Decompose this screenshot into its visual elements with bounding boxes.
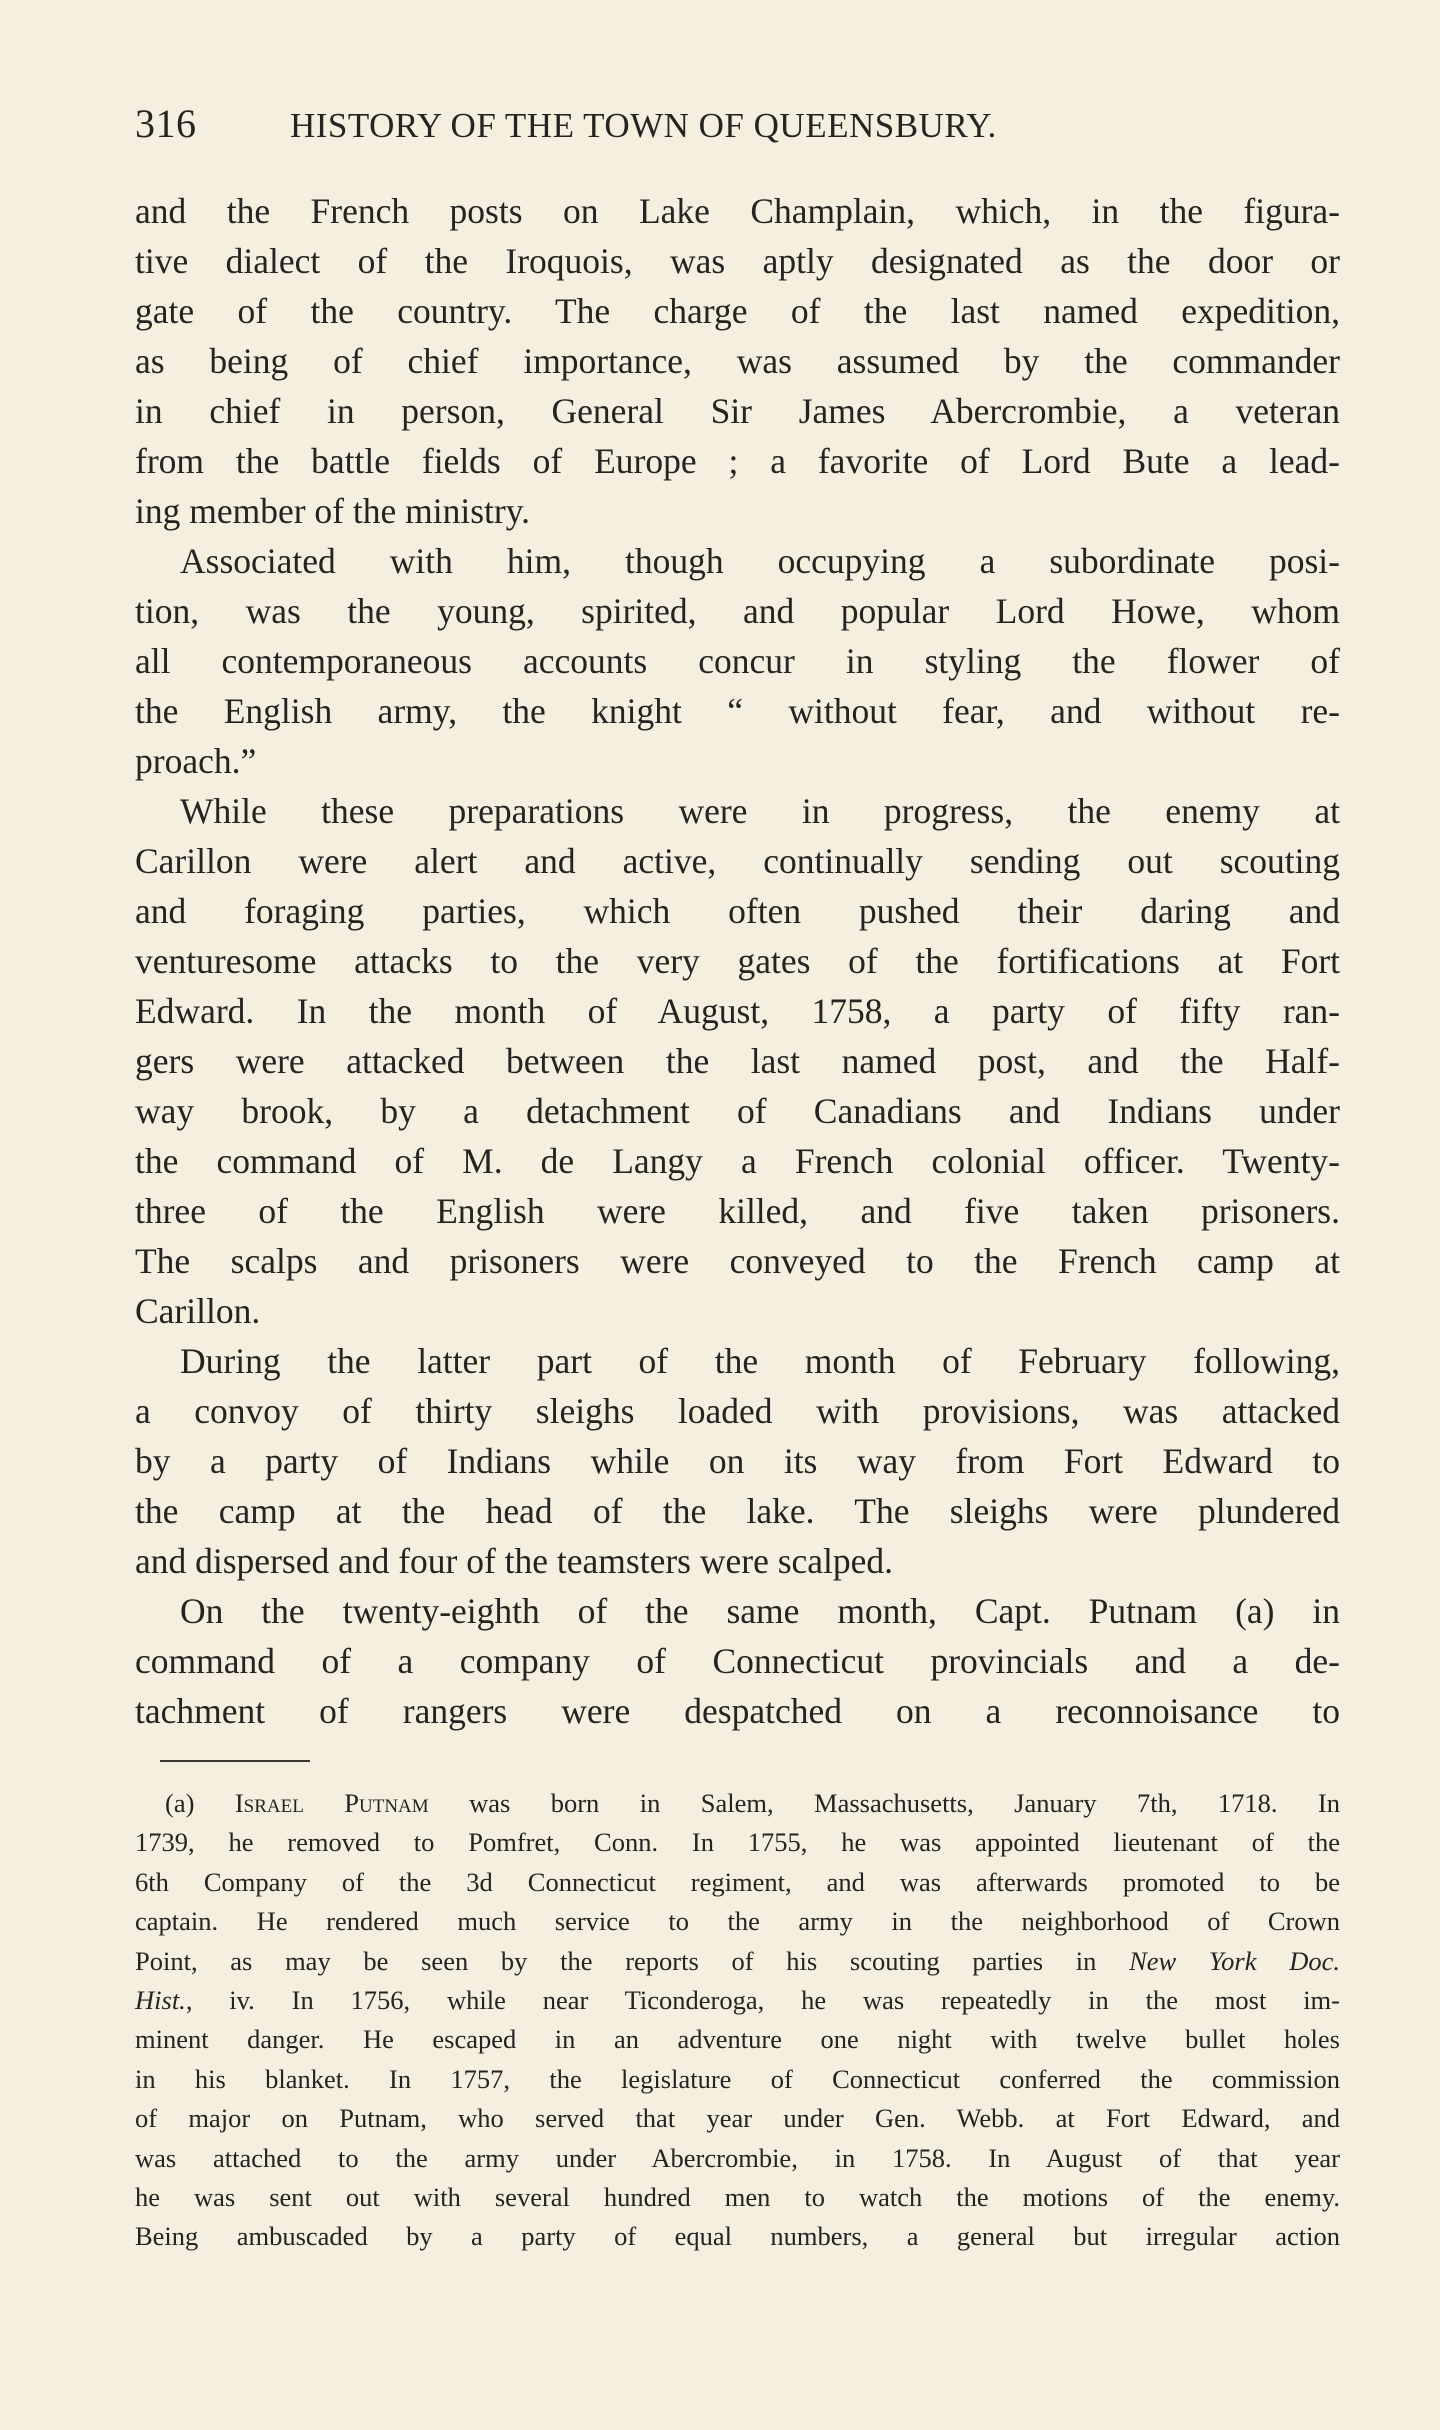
text-line: and the French posts on Lake Champlain, which, in the figura- bbox=[135, 191, 1340, 231]
text-line: command of a company of Connecticut provincials and a de- bbox=[135, 1641, 1340, 1681]
text-line: way brook, by a detachment of Canadians and Indians under bbox=[135, 1091, 1340, 1131]
text-line: Carillon. bbox=[135, 1291, 261, 1331]
running-title: HISTORY OF THE TOWN OF QUEENSBURY. bbox=[290, 106, 997, 145]
text-line: While these preparations were in progress, the enemy at bbox=[180, 791, 1340, 831]
footnote-marker: (a) bbox=[165, 1788, 195, 1818]
text-line: by a party of Indians while on its way from Fort Edward to bbox=[135, 1441, 1340, 1481]
text-line: ing member of the ministry. bbox=[135, 491, 531, 531]
text-line: the command of M. de Langy a French colonial officer. Twenty- bbox=[135, 1141, 1340, 1181]
book-page bbox=[135, 100, 1340, 2257]
footnote-line: 1739, he removed to Pomfret, Conn. In 1755, he was appointed lieutenant of the bbox=[135, 1827, 1340, 1858]
text-line: a convoy of thirty sleighs loaded with provisions, was attacked bbox=[135, 1391, 1340, 1431]
text-line: venturesome attacks to the very gates of the fortifications at Fort bbox=[135, 941, 1340, 981]
footnote-line: in his blanket. In 1757, the legislature of Connecticut conferred the commission bbox=[135, 2063, 1340, 2094]
text-line: as being of chief importance, was assumed by the commander bbox=[135, 341, 1340, 381]
text-line: During the latter part of the month of February following, bbox=[180, 1341, 1340, 1381]
text-line: from the battle fields of Europe ; a favorite of Lord Bute a lead- bbox=[135, 441, 1340, 481]
footnote-text: , iv. In 1756, while near Ticonderoga, he was repeatedly in the most im- bbox=[185, 1985, 1340, 2016]
text-line: the camp at the head of the lake. The sleighs were plundered bbox=[135, 1491, 1340, 1531]
page-number: 316 bbox=[135, 101, 197, 146]
text-line: in chief in person, General Sir James Abercrombie, a veteran bbox=[135, 391, 1340, 431]
footnote-line bbox=[135, 1981, 1340, 2020]
text-line: Associated with him, though occupying a subordinate posi- bbox=[180, 541, 1340, 581]
text-line: Carillon were alert and active, continually sending out scouting bbox=[135, 841, 1340, 881]
text-line: proach.” bbox=[135, 741, 257, 781]
text-line: and foraging parties, which often pushed their daring and bbox=[135, 891, 1340, 931]
footnote-text: was born in Salem, Massachusetts, January 7th, 1718. In bbox=[428, 1788, 1341, 1818]
footnote-line: 6th Company of the 3d Connecticut regiment, and was afterwards promoted to be bbox=[135, 1866, 1340, 1897]
text-line: gate of the country. The charge of the last named expedition, bbox=[135, 291, 1340, 331]
text-line: tive dialect of the Iroquois, was aptly designated as the door or bbox=[135, 241, 1340, 281]
footnote-line: captain. He rendered much service to the army in the neighborhood of Crown bbox=[135, 1906, 1340, 1937]
text-line: three of the English were killed, and five taken prisoners. bbox=[135, 1191, 1340, 1231]
footnote-line: was attached to the army under Abercrombie, in 1758. In August of that year bbox=[135, 2142, 1340, 2173]
footnote bbox=[135, 1784, 1340, 2257]
text-line: tion, was the young, spirited, and popular Lord Howe, whom bbox=[135, 591, 1340, 631]
citation-title: Hist. bbox=[135, 1985, 186, 2016]
text-line: the English army, the knight “ without fear, and without re- bbox=[135, 691, 1340, 731]
footnote-divider bbox=[160, 1760, 310, 1762]
footnote-line: of major on Putnam, who served that year under Gen. Webb. at Fort Edward, and bbox=[135, 2103, 1340, 2134]
footnote-person-name: Israel Putnam bbox=[234, 1788, 429, 1818]
footnote-line: he was sent out with several hundred men to watch the motions of the enemy. bbox=[135, 2182, 1340, 2213]
running-header bbox=[135, 100, 1340, 160]
text-line: and dispersed and four of the teamsters were scalped. bbox=[135, 1541, 894, 1581]
text-line: gers were attacked between the last named post, and the Half- bbox=[135, 1041, 1340, 1081]
text-line: all contemporaneous accounts concur in styling the flower of bbox=[135, 641, 1340, 681]
text-line: Edward. In the month of August, 1758, a party of fifty ran- bbox=[135, 991, 1340, 1031]
footnote-text: Point, as may be seen by the reports of his scouting parties in bbox=[135, 1945, 1130, 1976]
footnote-line: minent danger. He escaped in an adventure one night with twelve bullet holes bbox=[135, 2024, 1340, 2055]
footnote-line bbox=[135, 1942, 1340, 1981]
text-line: On the twenty-eighth of the same month, Capt. Putnam (a) in bbox=[180, 1591, 1340, 1631]
text-line: tachment of rangers were despatched on a reconnoisance to bbox=[135, 1691, 1340, 1731]
main-text bbox=[135, 186, 1340, 1736]
footnote-line: Being ambuscaded by a party of equal numbers, a general but irregular action bbox=[135, 2221, 1340, 2252]
text-line: The scalps and prisoners were conveyed to the French camp at bbox=[135, 1241, 1340, 1281]
footnote-line bbox=[135, 1784, 1340, 1823]
citation-title: New York Doc. bbox=[1129, 1945, 1340, 1976]
